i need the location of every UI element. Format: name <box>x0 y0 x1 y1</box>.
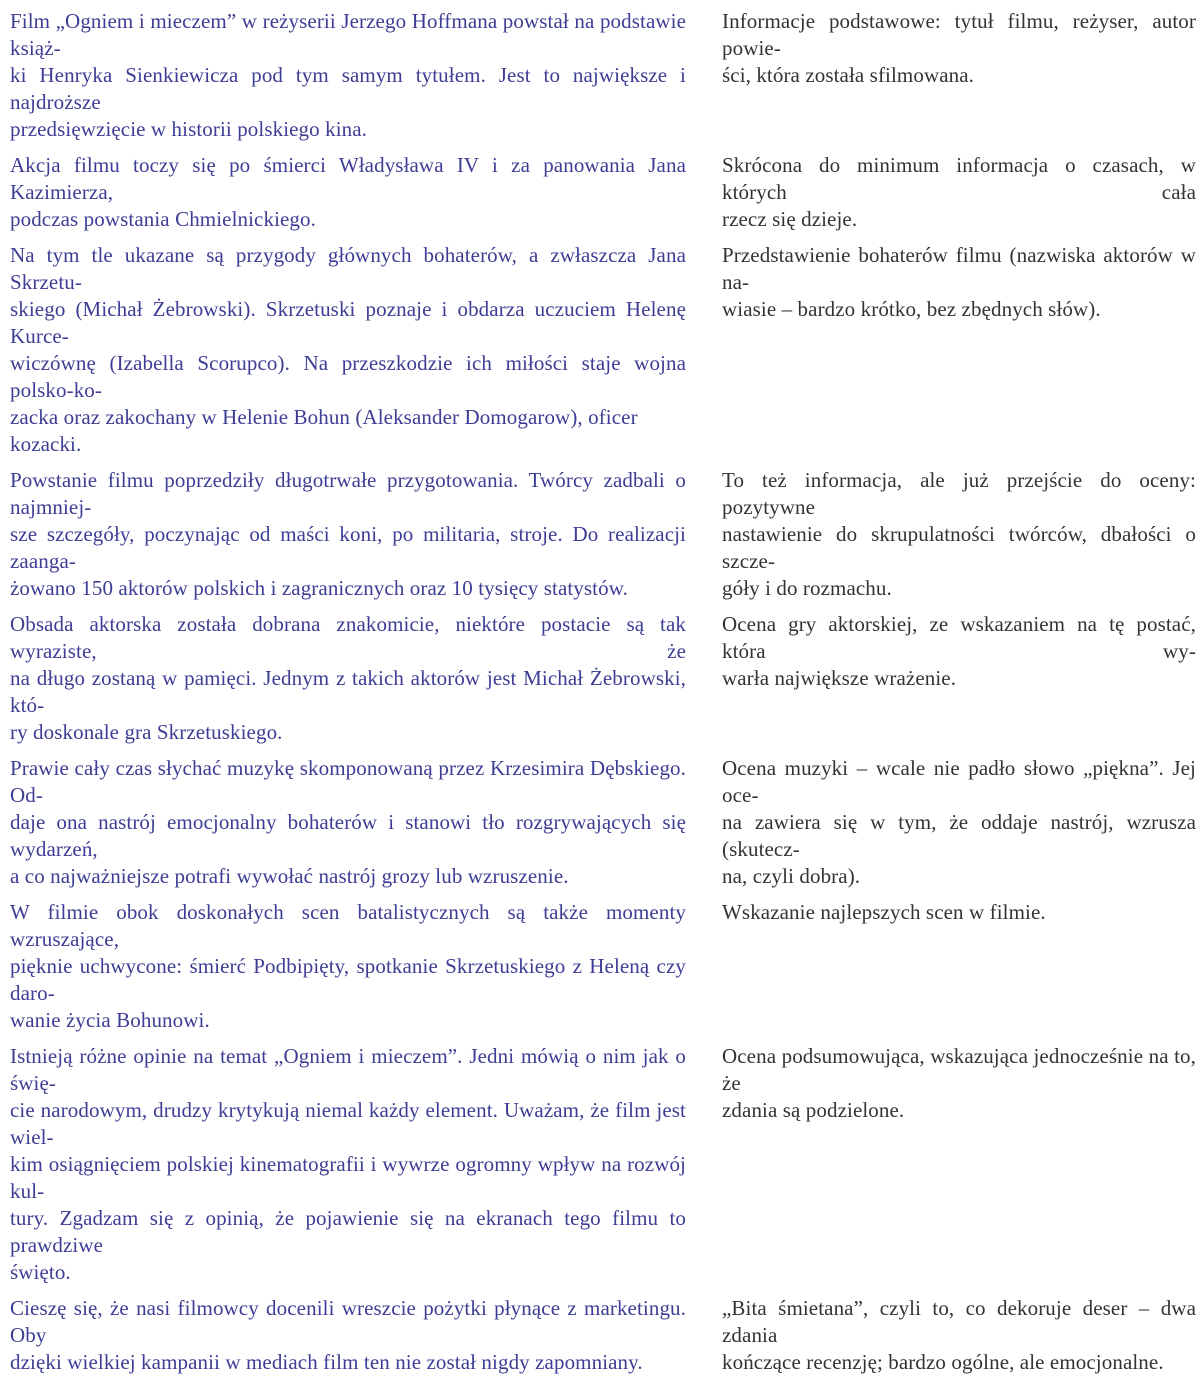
paragraph-row <box>10 242 1196 458</box>
paragraph-row <box>10 152 1196 233</box>
text-line: Obsada aktorska została dobrana znakomicie, niektóre postacie są tak wyraziste, że <box>10 612 686 663</box>
paragraph-row <box>10 755 1196 890</box>
text-line: Istnieją różne opinie na temat „Ogniem i mieczem”. Jedni mówią o nim jak o świę- <box>10 1044 686 1095</box>
annotation-paragraph <box>722 1043 1196 1124</box>
annotation-paragraph <box>722 242 1196 323</box>
review-paragraph <box>10 899 686 1034</box>
text-line: Ocena podsumowująca, wskazująca jednocześnie na to, że <box>722 1044 1196 1095</box>
text-line: To też informacja, ale już przejście do oceny: pozytywne <box>722 468 1196 519</box>
text-line: zacka oraz zakochany w Helenie Bohun (Aleksander Domogarow), oficer kozacki. <box>10 405 638 456</box>
text-line: ry doskonale gra Skrzetuskiego. <box>10 720 283 744</box>
annotation-paragraph <box>722 8 1196 89</box>
paragraph-row <box>10 899 1196 1034</box>
text-line: ki Henryka Sienkiewicza pod tym samym tytułem. Jest to największe i najdroższe <box>10 63 686 114</box>
review-paragraph <box>10 611 686 746</box>
review-paragraph <box>10 242 686 458</box>
annotation-paragraph <box>722 1295 1196 1376</box>
review-paragraph <box>10 1043 686 1286</box>
text-line: tury. Zgadzam się z opinią, że pojawienie się na ekranach tego filmu to prawdziwe <box>10 1206 686 1257</box>
text-line: kończące recenzję; bardzo ogólne, ale emocjonalne. <box>722 1350 1164 1374</box>
text-line: a co najważniejsze potrafi wywołać nastrój grozy lub wzruszenie. <box>10 864 569 888</box>
text-line: Informacje podstawowe: tytuł filmu, reżyser, autor powie- <box>722 9 1196 60</box>
text-line: Akcja filmu toczy się po śmierci Władysława IV i za panowania Jana Kazimierza, <box>10 153 686 204</box>
text-line: Cieszę się, że nasi filmowcy docenili wreszcie pożytki płynące z marketingu. Oby <box>10 1296 686 1347</box>
text-line: na, czyli dobra). <box>722 864 861 888</box>
review-paragraph <box>10 8 686 143</box>
text-line: Prawie cały czas słychać muzykę skomponowaną przez Krzesimira Dębskiego. Od- <box>10 756 686 807</box>
annotation-paragraph <box>722 899 1196 926</box>
text-line: W filmie obok doskonałych scen batalistycznych są także momenty wzruszające, <box>10 900 686 951</box>
paragraph-row <box>10 8 1196 143</box>
text-line: kim osiągnięciem polskiej kinematografii i wywrze ogromny wpływ na rozwój kul- <box>10 1152 686 1203</box>
text-line: góły i do rozmachu. <box>722 576 892 600</box>
text-line: Powstanie filmu poprzedziły długotrwałe przygotowania. Twórcy zadbali o najmniej- <box>10 468 686 519</box>
text-line: wiczównę (Izabella Scorupco). Na przeszkodzie ich miłości staje wojna polsko-ko- <box>10 351 686 402</box>
text-line: Wskazanie najlepszych scen w filmie. <box>722 900 1046 924</box>
text-line: Ocena gry aktorskiej, ze wskazaniem na tę postać, która wy- <box>722 612 1196 663</box>
text-line: zdania są podzielone. <box>722 1098 905 1122</box>
text-line: warła największe wrażenie. <box>722 666 957 690</box>
paragraph-row <box>10 611 1196 746</box>
text-line: cie narodowym, drudzy krytykują niemal każdy element. Uważam, że film jest wiel- <box>10 1098 686 1149</box>
text-line: wiasie – bardzo krótko, bez zbędnych słów). <box>722 297 1101 321</box>
text-line: sze szczegóły, poczynając od maści koni, po militaria, stroje. Do realizacji zaanga- <box>10 522 686 573</box>
text-line: dzięki wielkiej kampanii w mediach film ten nie został nigdy zapomniany. <box>10 1350 643 1374</box>
text-line: święto. <box>10 1260 71 1284</box>
text-line: żowano 150 aktorów polskich i zagranicznych oraz 10 tysięcy statystów. <box>10 576 628 600</box>
text-line: na długo zostaną w pamięci. Jednym z takich aktorów jest Michał Żebrowski, któ- <box>10 666 686 717</box>
text-line: „Bita śmietana”, czyli to, co dekoruje deser – dwa zdania <box>722 1296 1196 1347</box>
text-line: na zawiera się w tym, że oddaje nastrój, wzrusza (skutecz- <box>722 810 1196 861</box>
annotation-paragraph <box>722 755 1196 890</box>
text-line: daje ona nastrój emocjonalny bohaterów i stanowi tło rozgrywających się wydarzeń, <box>10 810 686 861</box>
text-line: rzecz się dzieje. <box>722 207 858 231</box>
text-line: podczas powstania Chmielnickiego. <box>10 207 316 231</box>
text-line: Skrócona do minimum informacja o czasach, w których cała <box>722 153 1196 204</box>
annotation-paragraph <box>722 467 1196 602</box>
text-line: Na tym tle ukazane są przygody głównych bohaterów, a zwłaszcza Jana Skrzetu- <box>10 243 686 294</box>
text-line: skiego (Michał Żebrowski). Skrzetuski poznaje i obdarza uczuciem Helenę Kurce- <box>10 297 686 348</box>
text-line: wanie życia Bohunowi. <box>10 1008 210 1032</box>
paragraph-row <box>10 1043 1196 1286</box>
text-line: pięknie uchwycone: śmierć Podbipięty, spotkanie Skrzetuskiego z Heleną czy daro- <box>10 954 686 1005</box>
annotation-paragraph <box>722 152 1196 233</box>
paragraph-row <box>10 467 1196 602</box>
review-paragraph <box>10 755 686 890</box>
text-line: ści, która została sfilmowana. <box>722 63 975 87</box>
review-paragraph <box>10 152 686 233</box>
review-paragraph <box>10 1295 686 1376</box>
text-line: Przedstawienie bohaterów filmu (nazwiska aktorów w na- <box>722 243 1196 294</box>
text-line: nastawienie do skrupulatności twórców, dbałości o szcze- <box>722 522 1196 573</box>
review-paragraph <box>10 467 686 602</box>
annotation-paragraph <box>722 611 1196 692</box>
paragraph-row <box>10 1295 1196 1376</box>
text-line: Film „Ogniem i mieczem” w reżyserii Jerzego Hoffmana powstał na podstawie książ- <box>10 9 686 60</box>
text-line: Ocena muzyki – wcale nie padło słowo „piękna”. Jej oce- <box>722 756 1196 807</box>
text-line: przedsięwzięcie w historii polskiego kina. <box>10 117 368 141</box>
